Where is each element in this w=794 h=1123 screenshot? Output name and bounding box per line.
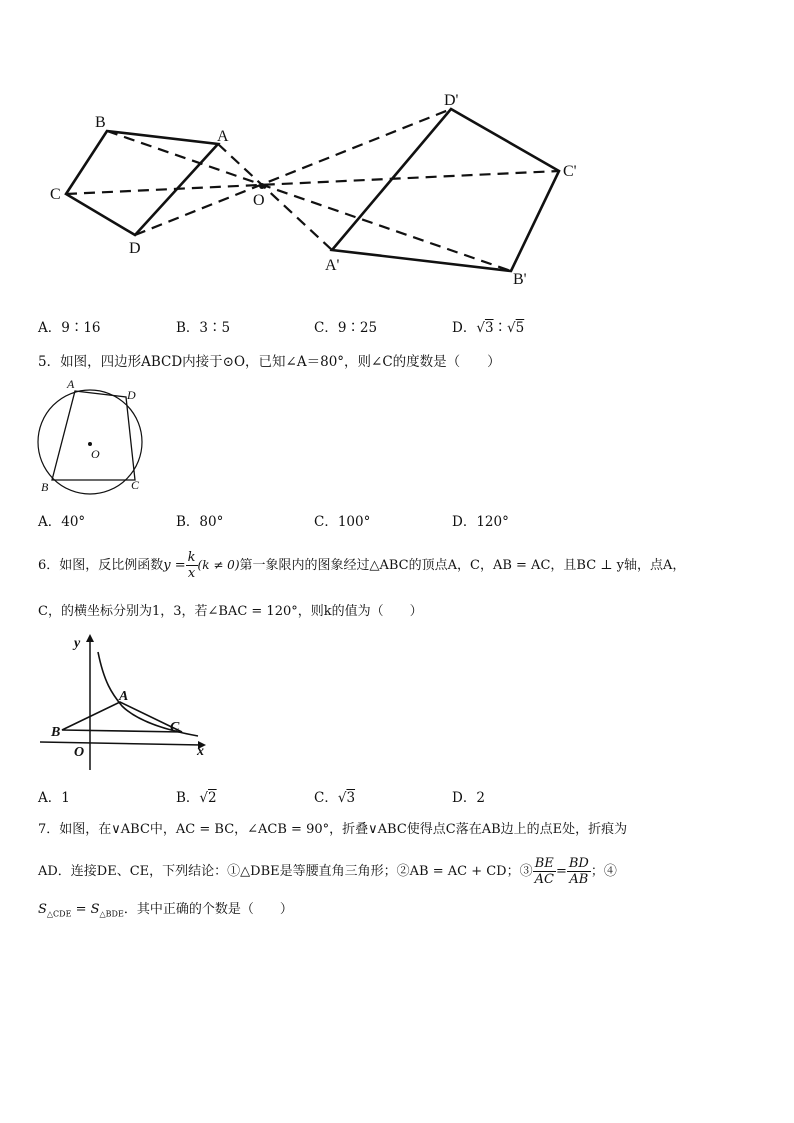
q4-option-a[interactable]: A．9∶16	[38, 320, 101, 336]
q6-option-d[interactable]: D．2	[452, 790, 485, 806]
q7-s2: S	[90, 902, 100, 917]
label-b-prime: B'	[513, 271, 527, 288]
q4-option-b[interactable]: B．3∶5	[176, 320, 231, 336]
label-a: A	[67, 377, 75, 391]
q5-option-a[interactable]: A．40°	[38, 514, 86, 530]
y-axis-arrow-icon	[86, 634, 94, 642]
label-c: C	[131, 478, 140, 492]
center-dot	[88, 442, 92, 446]
q6-option-b-label: B．	[176, 790, 200, 806]
q6-func-lhs: y =	[163, 558, 186, 573]
q7-line2-part1: AD．连接DE、CE，下列结论：①△DBE是等腰直角三角形；②AB = AC + CD；③	[38, 864, 533, 879]
q7-fraction-be-ac	[533, 856, 556, 887]
figure-inverse-function	[36, 632, 216, 772]
q6-option-b[interactable]	[176, 786, 217, 806]
q6-func-num: k	[187, 550, 196, 565]
q5-option-c[interactable]: C．100°	[314, 514, 371, 530]
label-a-prime: A'	[325, 257, 340, 274]
q7-line3-eq: =	[71, 902, 91, 917]
q7-frac1-den: AC	[534, 872, 554, 887]
label-c: C	[170, 720, 180, 735]
figure-homothety	[0, 0, 794, 300]
label-x: x	[197, 744, 204, 759]
figure-cyclic-quad	[30, 376, 170, 498]
q5-option-d[interactable]: D．120°	[452, 514, 509, 530]
q5-stem: 5．如图，四边形ABCD内接于⊙O，已知∠A＝80°，则∠C的度数是（ ）	[38, 354, 501, 370]
q5-option-b[interactable]: B．80°	[176, 514, 224, 530]
q6-stem-part1: 6．如图，反比例函数	[38, 558, 164, 573]
label-o: O	[91, 447, 100, 461]
q4-sqrt-b: 5	[515, 320, 525, 336]
label-d: D	[129, 240, 141, 257]
q7-sub2: △BDE	[99, 909, 124, 919]
q7-frac2-num: BD	[568, 856, 589, 871]
q6-func-fraction	[186, 550, 198, 581]
quad-abcd	[66, 131, 218, 235]
label-a: A	[119, 689, 129, 704]
label-c-prime: C'	[563, 163, 577, 180]
label-y: y	[74, 636, 81, 651]
q7-fraction-bd-ab	[567, 856, 591, 887]
q6-func-den: x	[187, 566, 196, 581]
q7-frac1-num: BE	[533, 856, 556, 872]
quad-abcd-inscribed	[52, 391, 135, 480]
center-point-o	[259, 183, 265, 189]
quad-abcd-prime	[332, 109, 559, 271]
q6-stem-line2: C，的横坐标分别为1，3，若∠BAC = 120°，则k的值为（ ）	[38, 604, 423, 619]
q4-option-c[interactable]: C．9∶25	[314, 320, 378, 336]
hyperbola-curve	[98, 652, 198, 736]
x-axis	[40, 742, 202, 745]
label-c: C	[50, 186, 61, 203]
q6-func-cond: (k ≠ 0)	[197, 558, 240, 572]
label-d-prime: D'	[444, 92, 459, 109]
q7-line2-part2: ；④	[590, 864, 617, 879]
sqrt-icon: √	[476, 320, 485, 336]
label-b: B	[95, 114, 106, 131]
q7-frac2-den: AB	[569, 872, 589, 887]
q6-option-c-label: C．	[314, 790, 338, 806]
label-b: B	[51, 725, 61, 740]
label-a: A	[217, 128, 229, 145]
q4-option-d[interactable]	[452, 316, 524, 336]
q7-line3	[38, 900, 293, 925]
label-b: B	[41, 480, 49, 494]
q7-equals: =	[555, 864, 567, 879]
label-d: D	[127, 388, 136, 402]
q6-option-a[interactable]: A．1	[38, 790, 70, 806]
q6-stem-part2: 第一象限内的图象经过△ABC的顶点A，C，AB = AC，且BC ⊥ y轴，点A，	[239, 558, 686, 573]
label-o: O	[74, 745, 85, 760]
q4-sqrt-a: 3	[484, 320, 494, 336]
sqrt-icon: √	[507, 320, 516, 336]
sqrt-icon: √	[199, 790, 209, 806]
q7-line2	[38, 856, 617, 887]
q7-line1: 7．如图，在∨ABC中，AC = BC，∠ACB = 90°，折叠∨ABC使得点C落在AB边上的点E处，折痕为	[38, 822, 628, 837]
label-o: O	[253, 192, 265, 209]
sqrt-icon: √	[337, 790, 347, 806]
q7-sub1: △CDE	[46, 909, 72, 919]
q4-option-d-label: D．	[452, 320, 477, 336]
q6-stem-line1	[38, 550, 685, 581]
q7-s1: S	[38, 902, 47, 917]
q6-option-c[interactable]	[314, 786, 355, 806]
q6-option-c-radicand: 3	[346, 790, 356, 806]
q6-option-b-radicand: 2	[208, 790, 217, 806]
q4-sep: ∶	[493, 320, 508, 336]
q7-line3-rest: ．其中正确的个数是（ ）	[123, 902, 293, 917]
